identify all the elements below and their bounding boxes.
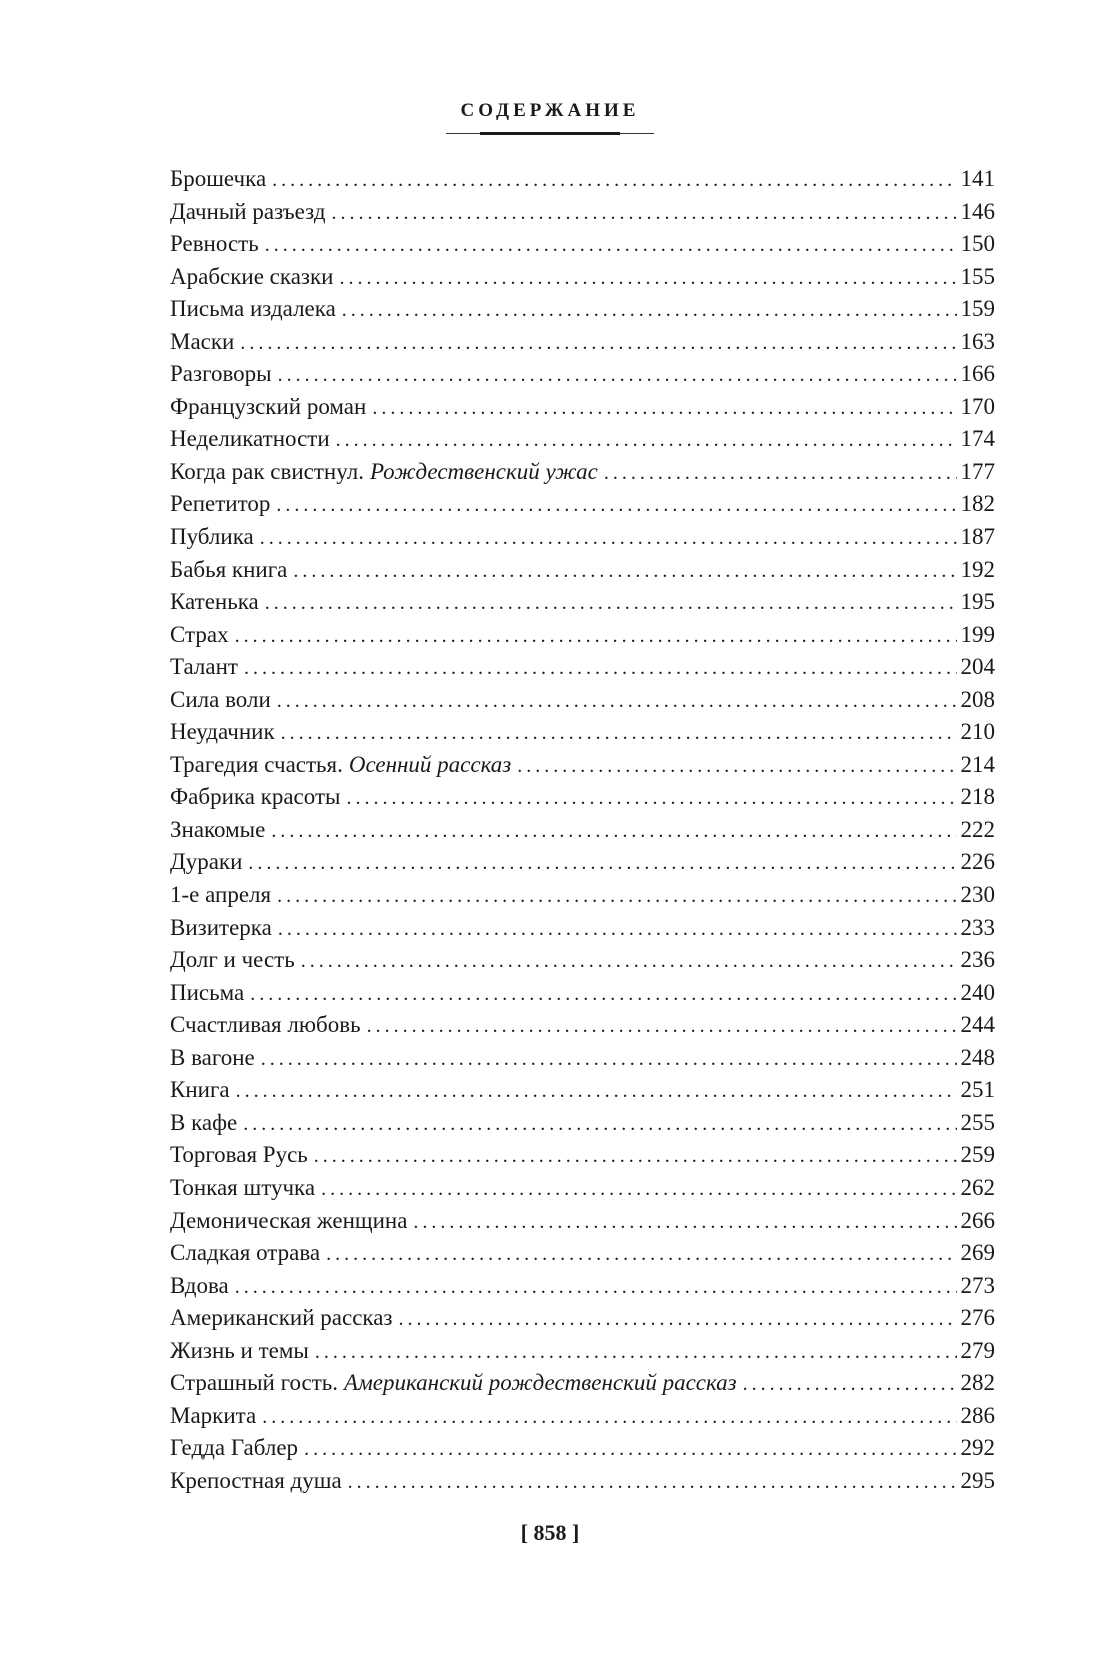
toc-entry-page: 174 bbox=[960, 426, 995, 452]
toc-entry bbox=[170, 423, 995, 456]
toc-dot-leader bbox=[348, 1466, 957, 1499]
toc-entry-page: 233 bbox=[960, 914, 995, 940]
toc-entry bbox=[170, 749, 995, 782]
toc-entry-page: 150 bbox=[960, 231, 995, 257]
toc-entry-title: Сила воли bbox=[170, 686, 271, 712]
toc-entry-subtitle: Осенний рассказ bbox=[348, 751, 512, 777]
toc-entry-title: Гедда Габлер bbox=[170, 1435, 299, 1461]
toc-entry-page: 146 bbox=[960, 198, 995, 224]
toc-entry-title: Страх bbox=[170, 621, 229, 647]
toc-entry-title: Торговая Русь bbox=[170, 1142, 308, 1168]
toc-dot-leader bbox=[277, 880, 956, 913]
toc-entry bbox=[170, 1367, 995, 1400]
toc-entry bbox=[170, 1139, 995, 1172]
toc-entry-page: 214 bbox=[960, 751, 995, 777]
toc-dot-leader bbox=[326, 1238, 956, 1271]
toc-entry-title: Знакомые bbox=[170, 816, 266, 842]
toc-dot-leader bbox=[235, 1271, 957, 1304]
toc-entry bbox=[170, 488, 995, 521]
toc-entry bbox=[170, 326, 995, 359]
toc-entry-title: Демоническая женщина bbox=[170, 1207, 408, 1233]
toc-entry-title: Тонкая штучка bbox=[170, 1174, 316, 1200]
toc-entry-title: Крепостная душа bbox=[170, 1467, 342, 1493]
toc-entry-page: 155 bbox=[960, 263, 995, 289]
toc-dot-leader bbox=[321, 1173, 956, 1206]
toc-entry-page: 208 bbox=[960, 686, 995, 712]
toc-entry-title: Репетитор bbox=[170, 491, 271, 517]
toc-entry bbox=[170, 228, 995, 261]
toc-entry-subtitle: Рождественский ужас bbox=[369, 458, 598, 484]
toc-dot-leader bbox=[260, 522, 957, 555]
toc-entry-page: 266 bbox=[960, 1207, 995, 1233]
toc-dot-leader bbox=[413, 1206, 956, 1239]
toc-entry-page: 218 bbox=[960, 784, 995, 810]
toc-dot-leader bbox=[399, 1303, 957, 1336]
toc-entry bbox=[170, 1465, 995, 1498]
toc-dot-leader bbox=[250, 978, 956, 1011]
toc-entry-title: Когда рак свистнул. bbox=[170, 458, 364, 484]
toc-entry-page: 187 bbox=[960, 524, 995, 550]
toc-entry-title: Неудачник bbox=[170, 719, 275, 745]
toc-dot-leader bbox=[304, 1433, 956, 1466]
toc-entry-page: 163 bbox=[960, 328, 995, 354]
toc-entry-title: Книга bbox=[170, 1077, 230, 1103]
toc-entry-page: 262 bbox=[960, 1174, 995, 1200]
toc-entry-title: Французский роман bbox=[170, 393, 367, 419]
toc-entry bbox=[170, 1400, 995, 1433]
toc-entry-page: 295 bbox=[960, 1467, 995, 1493]
toc-dot-leader bbox=[271, 815, 956, 848]
toc-entry bbox=[170, 261, 995, 294]
toc-entry bbox=[170, 651, 995, 684]
toc-entry bbox=[170, 912, 995, 945]
toc-dot-leader bbox=[517, 750, 956, 783]
toc-entry bbox=[170, 163, 995, 196]
toc-entry-page: 269 bbox=[960, 1240, 995, 1266]
toc-entry-page: 259 bbox=[960, 1142, 995, 1168]
toc-entry bbox=[170, 1107, 995, 1140]
toc-dot-leader bbox=[372, 392, 956, 425]
title-rule bbox=[446, 131, 654, 137]
toc-entry-title: Дачный разъезд bbox=[170, 198, 326, 224]
toc-entry bbox=[170, 1074, 995, 1107]
toc-entry-title: В вагоне bbox=[170, 1044, 255, 1070]
toc-entry-title: Дураки bbox=[170, 849, 243, 875]
toc-dot-leader bbox=[314, 1140, 957, 1173]
toc-entry-page: 292 bbox=[960, 1435, 995, 1461]
toc-entry bbox=[170, 1432, 995, 1465]
toc-entry bbox=[170, 293, 995, 326]
toc-entry-title: Маски bbox=[170, 328, 235, 354]
toc-dot-leader bbox=[301, 945, 957, 978]
toc-entry-page: 170 bbox=[960, 393, 995, 419]
toc-entry-page: 236 bbox=[960, 947, 995, 973]
toc-dot-leader bbox=[277, 685, 957, 718]
toc-entry-page: 195 bbox=[960, 589, 995, 615]
toc-entry-title: Бабья книга bbox=[170, 556, 288, 582]
toc-entry-page: 210 bbox=[960, 719, 995, 745]
toc-dot-leader bbox=[315, 1336, 957, 1369]
toc-entry bbox=[170, 1009, 995, 1042]
toc-entry bbox=[170, 1270, 995, 1303]
toc-entry bbox=[170, 358, 995, 391]
toc-entry-title: Разговоры bbox=[170, 361, 272, 387]
toc-entry-title: Сладкая отрава bbox=[170, 1240, 321, 1266]
page-title: СОДЕРЖАНИЕ bbox=[460, 100, 640, 121]
toc-entry-page: 286 bbox=[960, 1402, 995, 1428]
toc-entry bbox=[170, 391, 995, 424]
toc-entry-title: Публика bbox=[170, 524, 254, 550]
toc-entry bbox=[170, 879, 995, 912]
toc-entry-page: 251 bbox=[960, 1077, 995, 1103]
toc-entry-page: 279 bbox=[960, 1337, 995, 1363]
toc-dot-leader bbox=[293, 555, 956, 588]
toc-entry bbox=[170, 196, 995, 229]
toc-entry-title: Талант bbox=[170, 654, 238, 680]
toc-entry-title: 1-е апреля bbox=[170, 882, 272, 908]
toc-entry-page: 240 bbox=[960, 979, 995, 1005]
toc-entry-title: Страшный гость. bbox=[170, 1370, 339, 1396]
toc-dot-leader bbox=[332, 197, 957, 230]
toc-entry-page: 199 bbox=[960, 621, 995, 647]
toc-entry bbox=[170, 456, 995, 489]
toc-entry-title: Письма издалека bbox=[170, 296, 336, 322]
toc-entry-title: Американский рассказ bbox=[170, 1305, 393, 1331]
toc-entry-page: 192 bbox=[960, 556, 995, 582]
toc-entry bbox=[170, 781, 995, 814]
toc-entry-title: Вдова bbox=[170, 1272, 229, 1298]
toc-dot-leader bbox=[244, 652, 957, 685]
toc-entry-page: 255 bbox=[960, 1109, 995, 1135]
toc-entry-title: Трагедия счастья. bbox=[170, 751, 343, 777]
toc-dot-leader bbox=[272, 164, 956, 197]
toc-entry bbox=[170, 1205, 995, 1238]
toc-entry bbox=[170, 1302, 995, 1335]
toc-entry-page: 244 bbox=[960, 1012, 995, 1038]
toc-entry-page: 282 bbox=[960, 1370, 995, 1396]
toc-entry bbox=[170, 619, 995, 652]
toc-entry-title: Маркита bbox=[170, 1402, 257, 1428]
toc-entry-title: Счастливая любовь bbox=[170, 1012, 361, 1038]
toc-dot-leader bbox=[367, 1010, 957, 1043]
toc-entry-title: Визитерка bbox=[170, 914, 272, 940]
page-header bbox=[0, 100, 1100, 137]
toc-entry-title: В кафе bbox=[170, 1109, 238, 1135]
toc-dot-leader bbox=[240, 327, 956, 360]
toc-entry bbox=[170, 944, 995, 977]
toc-entry-page: 222 bbox=[960, 816, 995, 842]
toc-entry bbox=[170, 814, 995, 847]
toc-entry-page: 226 bbox=[960, 849, 995, 875]
toc-entry bbox=[170, 1335, 995, 1368]
title-rule-thick bbox=[480, 132, 620, 135]
toc-dot-leader bbox=[336, 424, 957, 457]
toc-entry bbox=[170, 1172, 995, 1205]
toc-entry-page: 159 bbox=[960, 296, 995, 322]
toc-entry-title: Фабрика красоты bbox=[170, 784, 341, 810]
toc-dot-leader bbox=[346, 782, 956, 815]
toc-entry-title: Брошечка bbox=[170, 166, 267, 191]
toc-entry bbox=[170, 977, 995, 1010]
toc-entry bbox=[170, 521, 995, 554]
table-of-contents bbox=[170, 163, 995, 1497]
toc-entry-title: Катенька bbox=[170, 589, 259, 615]
toc-dot-leader bbox=[276, 489, 956, 522]
toc-entry-subtitle: Американский рождественский рассказ bbox=[344, 1370, 737, 1396]
toc-dot-leader bbox=[236, 1075, 957, 1108]
toc-entry bbox=[170, 1237, 995, 1270]
toc-dot-leader bbox=[278, 359, 957, 392]
toc-dot-leader bbox=[339, 262, 956, 295]
toc-dot-leader bbox=[265, 229, 957, 262]
toc-entry-title: Неделикатности bbox=[170, 426, 330, 452]
toc-dot-leader bbox=[281, 717, 957, 750]
toc-entry-page: 273 bbox=[960, 1272, 995, 1298]
toc-entry bbox=[170, 554, 995, 587]
toc-entry bbox=[170, 716, 995, 749]
toc-entry-title: Жизнь и темы bbox=[170, 1337, 309, 1363]
toc-entry bbox=[170, 846, 995, 879]
toc-entry bbox=[170, 684, 995, 717]
toc-entry-page: 177 bbox=[960, 458, 995, 484]
toc-dot-leader bbox=[261, 1043, 957, 1076]
toc-entry bbox=[170, 586, 995, 619]
toc-entry-page: 182 bbox=[960, 491, 995, 517]
toc-entry-page: 276 bbox=[960, 1305, 995, 1331]
toc-entry-page: 248 bbox=[960, 1044, 995, 1070]
page-number: [ 858 ] bbox=[520, 1520, 580, 1545]
toc-entry-title: Арабские сказки bbox=[170, 263, 334, 289]
toc-dot-leader bbox=[243, 1108, 956, 1141]
toc-dot-leader bbox=[248, 847, 956, 880]
toc-entry-page: 141 bbox=[960, 166, 995, 191]
toc-entry bbox=[170, 1042, 995, 1075]
toc-entry-page: 166 bbox=[960, 361, 995, 387]
toc-entry-page: 230 bbox=[960, 882, 995, 908]
toc-entry-title: Долг и честь bbox=[170, 947, 295, 973]
toc-entry-page: 204 bbox=[960, 654, 995, 680]
toc-dot-leader bbox=[604, 457, 957, 490]
toc-dot-leader bbox=[278, 913, 957, 946]
toc-dot-leader bbox=[743, 1368, 957, 1401]
toc-entry-title: Ревность bbox=[170, 231, 259, 257]
toc-entry-title: Письма bbox=[170, 979, 245, 1005]
toc-dot-leader bbox=[262, 1401, 956, 1434]
toc-dot-leader bbox=[235, 620, 957, 653]
toc-dot-leader bbox=[265, 587, 957, 620]
toc-dot-leader bbox=[342, 294, 957, 327]
